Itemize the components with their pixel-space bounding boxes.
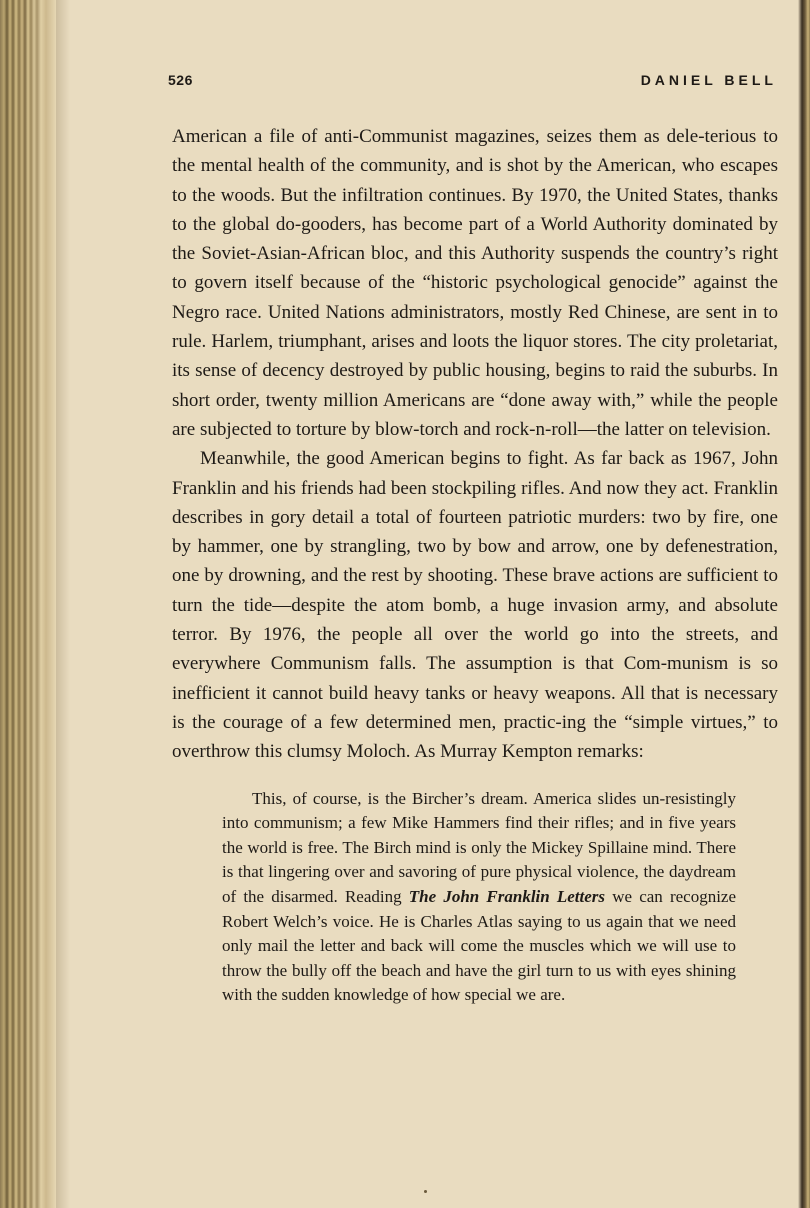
body-text bbox=[172, 122, 778, 767]
quote-paragraph bbox=[222, 787, 736, 1008]
block-quote bbox=[222, 787, 736, 1008]
quote-text-end: we can recognize Robert Welch’s voice. He is Charles Atlas saying to us again that we need only mail the letter and back will come the muscles which we will use to throw the bully off the beach and have the girl turn to us with eyes shining with the sudden knowledge of how special we are. bbox=[222, 886, 737, 1005]
book-spine-edge bbox=[0, 0, 56, 1208]
paper-speck bbox=[424, 1190, 427, 1193]
paragraph: Meanwhile, the good American begins to fight. As far back as 1967, John Franklin and his friends had been stockpiling rifles. And now they act. Franklin describes in gory detail a total of fourteen patriotic murders: two by fire, one by hammer, one by strangling, two by bow and arrow, one by defenestration, one by drowning, and the rest by shooting. These brave actions are sufficient to turn the tide—despite the atom bomb, a huge invasion army, and absolute terror. By 1976, the people all over the world go into the streets, and everywhere Communism falls. The assumption is that Com-munism is so inefficient it cannot build heavy tanks or heavy weapons. All that is necessary is the courage of a few determined men, practic-ing the “simple virtues,” to overthrow this clumsy Moloch. As Murray Kempton remarks: bbox=[172, 448, 778, 763]
running-head: DANIEL BELL bbox=[640, 72, 777, 88]
quote-text-start: This, of course, is the Bircher’s dream. America slides un-resistingly into communism; a few Mike Hammers find their rifles; and in five years the world is free. The Birch mind is only the Mickey Spillaine mind. There is that lingering over and savoring of pure physical violence, the daydream of the disarmed. Reading bbox=[222, 788, 736, 906]
page-right-edge bbox=[798, 0, 810, 1208]
book-title: The John Franklin Letters bbox=[408, 886, 606, 906]
page-header bbox=[140, 60, 780, 90]
book-page bbox=[140, 60, 780, 1008]
paragraph-continued: American a file of anti-Communist magazines, seizes them as dele-terious to the mental health of the community, and is shot by the American, who escapes to the woods. But the infiltration continues. By 1970, the United States, thanks to the global do-gooders, has become part of a World Authority dominated by the Soviet-Asian-African bloc, and this Authority suspends the country’s right to govern itself because of the “historic psychological genocide” against the Negro race. United Nations administrators, mostly Red Chinese, are sent in to rule. Harlem, triumphant, arises and loots the liquor stores. The city proletariat, its sense of decency destroyed by public housing, begins to raid the suburbs. In short order, twenty million Americans are “done away with,” while the people are subjected to torture by blow-torch and rock-n-roll—the latter on television. bbox=[172, 126, 778, 440]
gutter-shadow bbox=[56, 0, 70, 1208]
page-number: 526 bbox=[168, 72, 193, 88]
